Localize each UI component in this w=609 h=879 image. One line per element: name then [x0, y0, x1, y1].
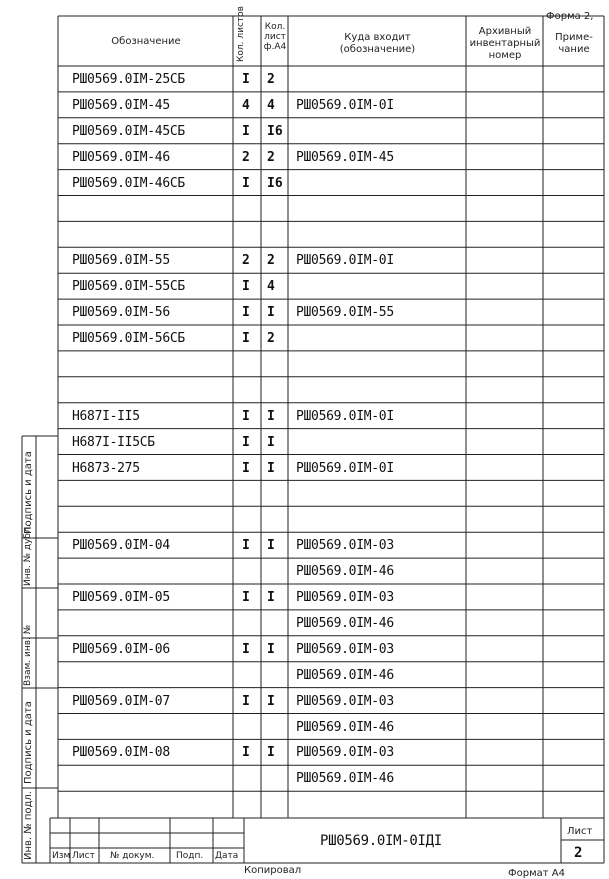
form-label: Форма 2, — [546, 11, 594, 22]
row-designation: Н6873-275 — [72, 460, 140, 476]
row-sheets: I — [242, 175, 250, 191]
row-sheets: I — [242, 641, 250, 657]
row-enters-into: РШ0569.0IМ-03 — [296, 538, 394, 554]
row-enters-into: РШ0569.0IМ-46 — [296, 667, 394, 683]
row-designation: РШ0569.0IМ-08 — [72, 745, 170, 761]
row-sheets-a4: I6 — [267, 123, 283, 139]
row-designation: РШ0569.0IМ-04 — [72, 538, 170, 554]
document-code: РШ0569.0IМ-0IДI — [320, 833, 442, 849]
row-enters-into: РШ0569.0IМ-0I — [296, 460, 394, 476]
side-inv-dubl: Инв. № дубл. — [23, 524, 33, 586]
row-sheets-a4: I — [267, 538, 275, 554]
row-sheets-a4: I — [267, 693, 275, 709]
row-sheets-a4: 2 — [267, 149, 275, 165]
header-archive-number: Архивный инвентарный номер — [469, 26, 541, 61]
row-sheets-a4: I — [267, 745, 275, 761]
row-enters-into: РШ0569.0IМ-03 — [296, 590, 394, 605]
row-designation: РШ0569.0IМ-45 — [72, 97, 170, 113]
header-enters-into: Куда входит (обозначение) — [339, 32, 416, 55]
row-sheets: I — [242, 745, 250, 761]
row-sheets: I — [242, 693, 250, 709]
stamp-col-izm: Изм — [52, 851, 71, 861]
row-enters-into: РШ0569.0IМ-55 — [296, 305, 394, 321]
row-designation: РШ0569.0IМ-25СБ — [72, 72, 185, 87]
row-sheets: I — [242, 538, 250, 554]
row-sheets: 2 — [242, 253, 250, 269]
row-sheets: I — [242, 331, 250, 346]
row-designation: РШ0569.0IМ-46 — [72, 149, 170, 165]
stamp-col-data: Дата — [215, 851, 239, 861]
row-designation: РШ0569.0IМ-06 — [72, 641, 170, 657]
sheet-number: 2 — [574, 845, 583, 861]
stamp-col-podp: Подп. — [176, 851, 204, 861]
row-sheets-a4: I — [267, 434, 275, 450]
row-sheets: I — [242, 72, 250, 87]
header-sheets-count: Кол. листов — [236, 6, 246, 62]
row-sheets-a4: I — [267, 305, 275, 321]
side-podpis-data-1: Подпись и дата — [23, 451, 34, 534]
row-sheets-a4: 2 — [267, 72, 275, 87]
row-sheets-a4: I — [267, 460, 275, 476]
row-enters-into: РШ0569.0IМ-46 — [296, 564, 394, 580]
row-enters-into: РШ0569.0IМ-03 — [296, 745, 394, 761]
row-designation: РШ0569.0IМ-56СБ — [72, 331, 185, 346]
row-designation: Н687I-II5 — [72, 408, 140, 424]
row-sheets: I — [242, 460, 250, 476]
row-enters-into: РШ0569.0IМ-0I — [296, 97, 394, 113]
row-sheets: I — [242, 305, 250, 321]
row-enters-into: РШ0569.0IМ-46 — [296, 771, 394, 787]
side-vzam-inv: Взам. инв. № — [23, 624, 33, 686]
stamp-col-doc: № докум. — [110, 851, 155, 861]
row-sheets-a4: I — [267, 641, 275, 657]
row-sheets: 4 — [242, 97, 250, 113]
row-designation: Н687I-II5СБ — [72, 434, 155, 450]
row-designation: РШ0569.0IМ-07 — [72, 693, 170, 709]
copied-label: Копировал — [244, 865, 302, 876]
row-designation: РШ0569.0IМ-05 — [72, 590, 170, 605]
row-designation: РШ0569.0IМ-46СБ — [72, 175, 185, 191]
stamp-col-list: Лист — [72, 851, 95, 861]
format-label: Формат А4 — [508, 868, 565, 879]
row-sheets-a4: 2 — [267, 253, 275, 269]
row-enters-into: РШ0569.0IМ-0I — [296, 253, 394, 269]
side-inv-podl: Инв. № подл. — [23, 791, 34, 860]
side-podpis-data-2: Подпись и дата — [23, 701, 34, 784]
row-enters-into: РШ0569.0IМ-45 — [296, 149, 394, 165]
row-designation: РШ0569.0IМ-56 — [72, 305, 170, 321]
row-enters-into: РШ0569.0IМ-46 — [296, 615, 394, 631]
row-sheets: I — [242, 590, 250, 605]
row-designation: РШ0569.0IМ-55 — [72, 253, 170, 269]
row-sheets: I — [242, 279, 250, 295]
row-sheets-a4: 2 — [267, 331, 275, 346]
row-sheets-a4: I — [267, 408, 275, 424]
header-sheets-a4: Кол. лист ф.А4 — [263, 22, 287, 52]
row-sheets: I — [242, 434, 250, 450]
header-notes: Приме- чание — [555, 32, 593, 55]
header-designation: Обозначение — [111, 36, 181, 47]
row-sheets-a4: 4 — [267, 279, 275, 295]
row-sheets-a4: I — [267, 590, 275, 605]
row-sheets-a4: I6 — [267, 175, 283, 191]
row-enters-into: РШ0569.0IМ-0I — [296, 408, 394, 424]
row-enters-into: РШ0569.0IМ-46 — [296, 719, 394, 735]
row-enters-into: РШ0569.0IМ-03 — [296, 693, 394, 709]
row-sheets: I — [242, 408, 250, 424]
row-enters-into: РШ0569.0IМ-03 — [296, 641, 394, 657]
row-designation: РШ0569.0IМ-45СБ — [72, 123, 185, 139]
row-sheets: 2 — [242, 149, 250, 165]
row-sheets-a4: 4 — [267, 97, 275, 113]
sheet-label: Лист — [567, 826, 593, 837]
row-sheets: I — [242, 123, 250, 139]
row-designation: РШ0569.0IМ-55СБ — [72, 279, 185, 295]
